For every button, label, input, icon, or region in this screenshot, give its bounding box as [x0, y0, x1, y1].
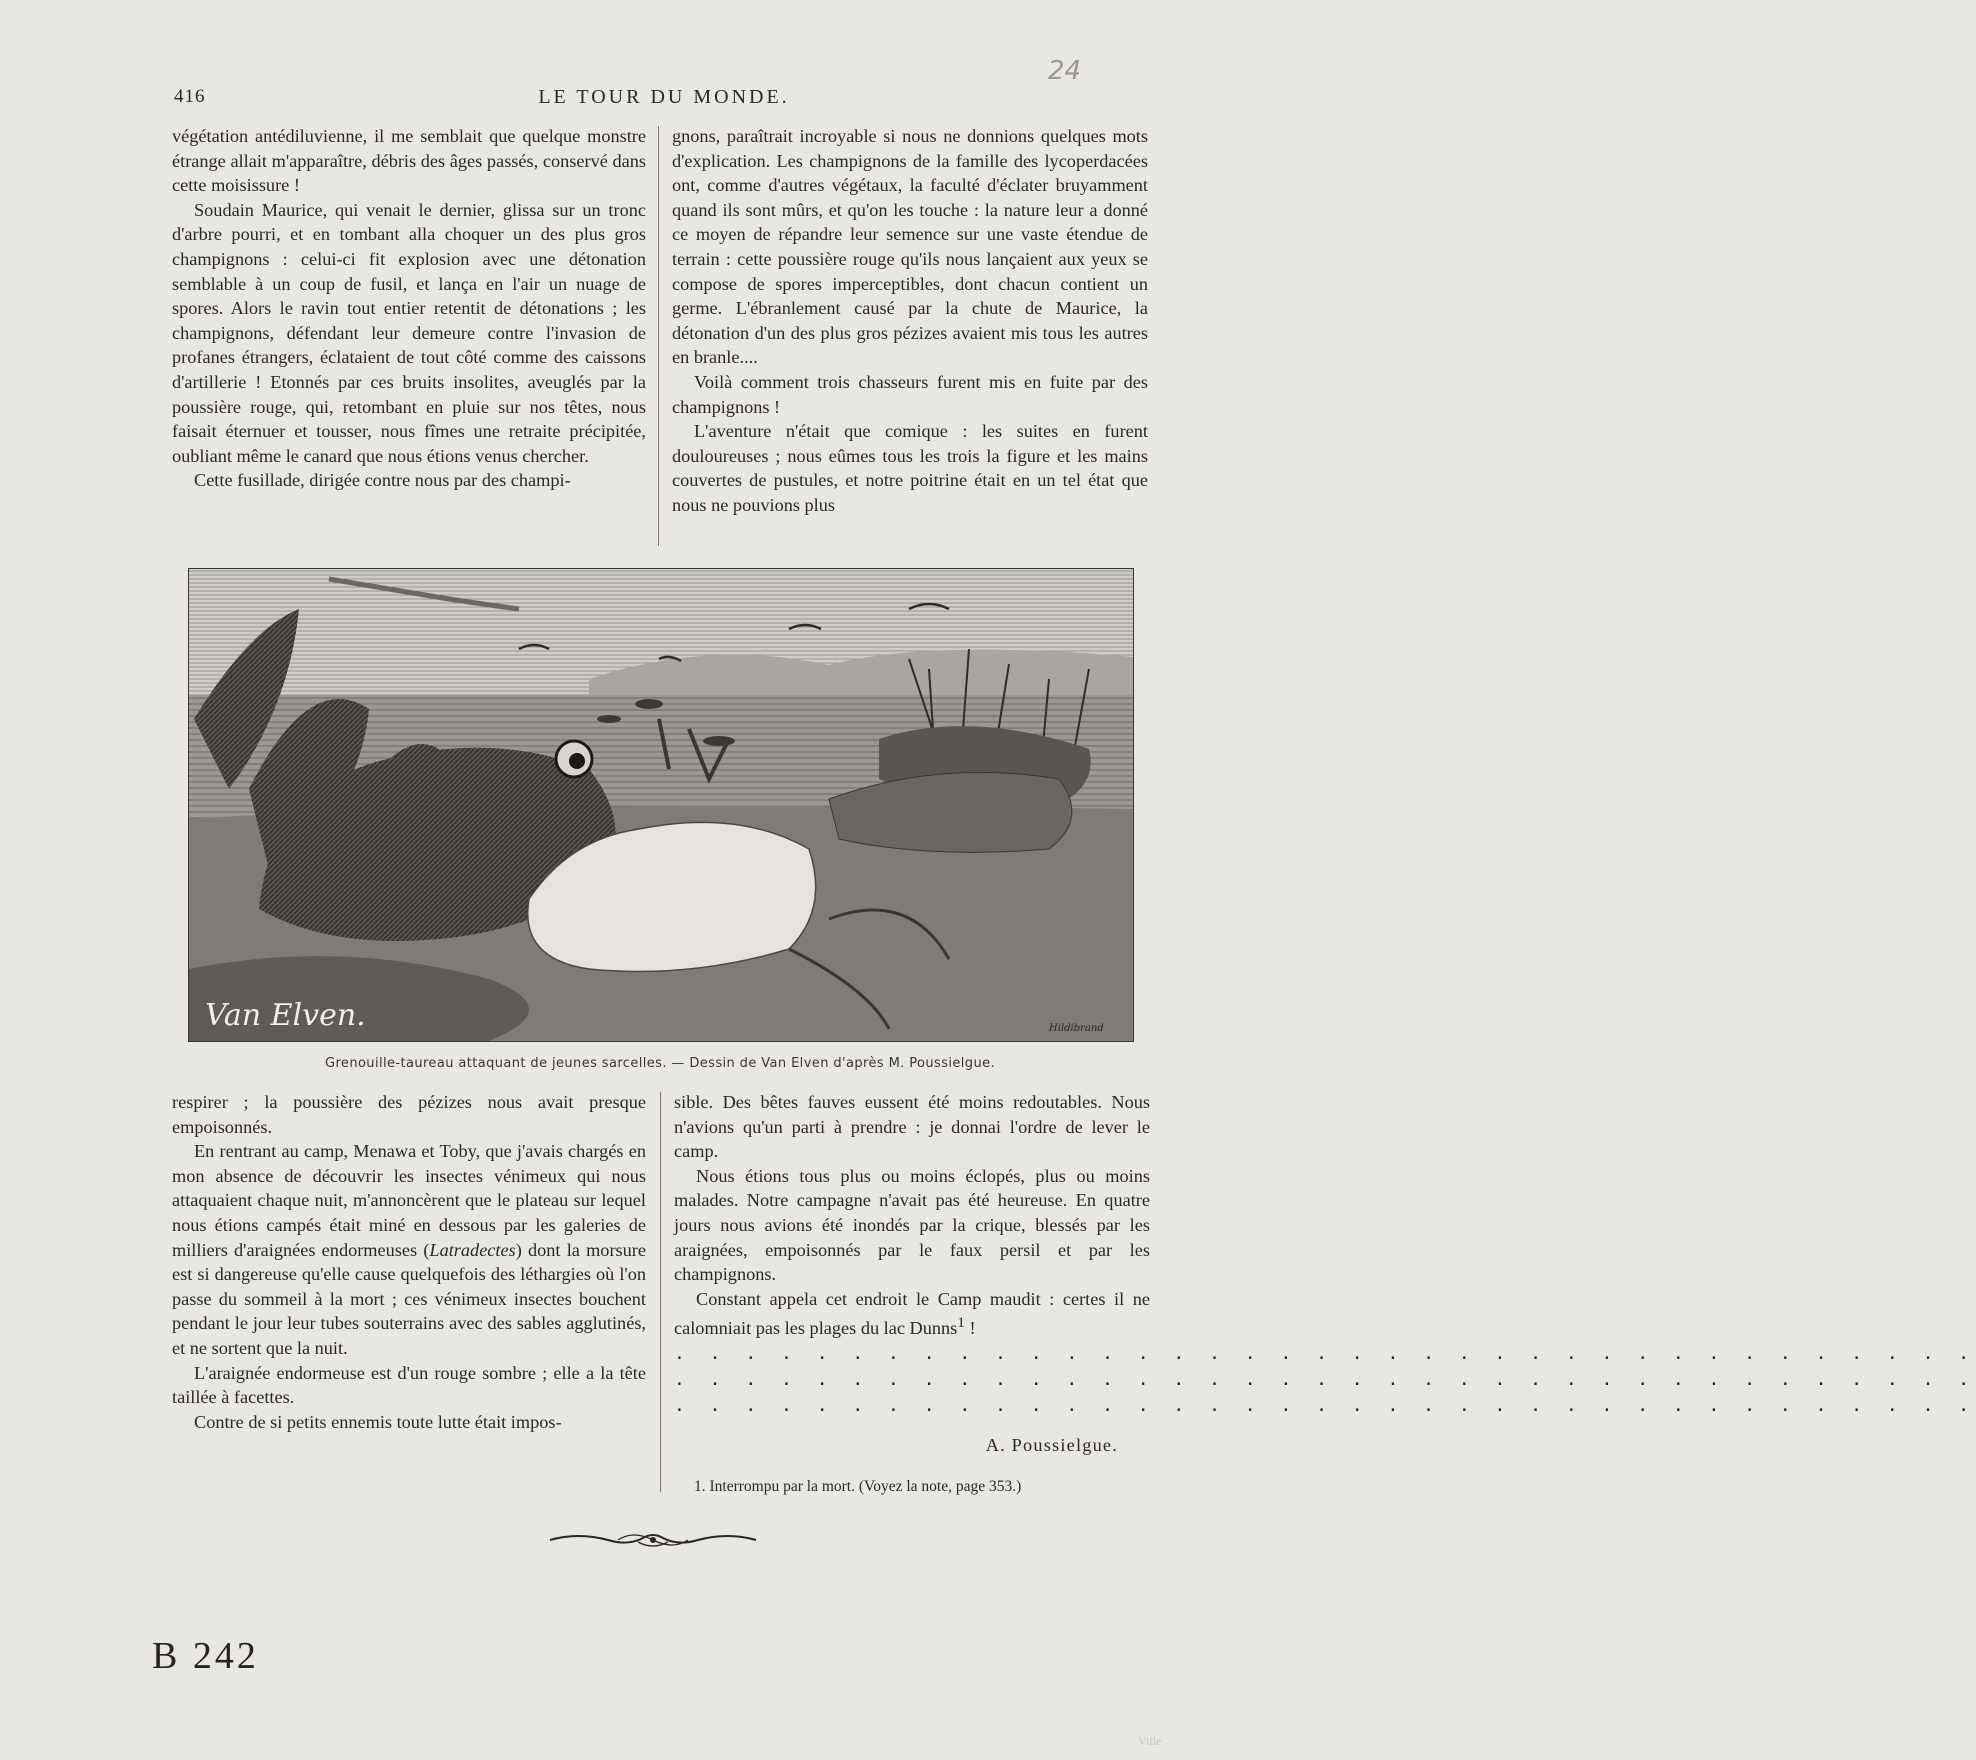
species-name: Latradectes	[429, 1239, 516, 1260]
paragraph: Cette fusillade, dirigée contre nous par des champi-	[194, 470, 571, 491]
paragraph-text: !	[964, 1318, 976, 1339]
shelf-mark: B 242	[152, 1635, 259, 1677]
running-title: LE TOUR DU MONDE.	[538, 86, 790, 108]
paragraph: Soudain Maurice, qui venait le dernier, glissa sur un tronc d'arbre pourri, et en tombant alla choquer un des plus gros champignons : celui-ci fit explosion avec une détonation semblable à un coup de fusil, et lança en l'air un nuage de spores. Alors le ravin tout entier retentit de détonations ; les champignons, défendant leur demeure contre l'invasion de profanes étrangers, éclataient de tout côté comme des caissons d'artillerie ! Etonnés par ces bruits insolites, aveuglés par la poussière rouge, qui, retombant en pluie sur nos têtes, nous faisait éternuer et tousser, nous fîmes une retraite précipitée, oubliant même le canard que nous étions venus chercher.	[172, 199, 646, 466]
ellipsis-line: . . . . . . . . . . . . . . . . . . . . . . . . . . . . . . . . . . . . .	[674, 1343, 1976, 1365]
text-column-top-left	[172, 124, 646, 493]
page-header	[174, 86, 1154, 116]
paragraph: L'aventure n'était que comique : les suites en furent douloureuses ; nous eûmes tous les trois la figure et les mains couvertes de pustules, et notre poitrine était en un tel état que nous ne pouvions plus	[672, 421, 1148, 515]
paragraph: gnons, paraîtrait incroyable si nous ne donnions quelques mots d'explication. Les champignons de la famille des lycoperdacées ont, comme d'autres végétaux, la faculté d'éclater bruyamment quand ils sont mûrs, et qu'on les touche : la nature leur a donné ce moyen de répandre leur semence sur une vaste étendue de terrain : cette poussière rouge qu'ils nous lançaient aux yeux se compose de spores imperceptibles, dont chacun contient un germe. L'ébranlement causé par la chute de Maurice, la détonation d'un des plus gros pézizes avaient mis tous les autres en branle....	[672, 126, 1148, 368]
figure-caption: Grenouille-taureau attaquant de jeunes sarcelles. — Dessin de Van Elven d'après M. Poussielgue.	[324, 1056, 996, 1071]
ellipsis-line: . . . . . . . . . . . . . . . . . . . . . . . . . . . . . . . . . . . . .	[674, 1369, 1976, 1391]
footnote-marker: 1	[957, 1314, 965, 1332]
paragraph: Nous étions tous plus ou moins éclopés, plus ou moins malades. Notre campagne n'avait pas été heureuse. En quatre jours nous avions été inondés par la crique, blessés par les araignées, empoisonnés par le faux persil et par les champignons.	[674, 1165, 1150, 1285]
paragraph-text: Constant appela cet endroit le Camp maudit : certes il ne calomniait pas les plages du lac Dunns	[674, 1288, 1150, 1339]
text-column-bottom-left	[172, 1090, 646, 1434]
faint-mark: Ville	[1138, 1734, 1162, 1748]
column-rule	[660, 1092, 661, 1492]
paragraph: Voilà comment trois chasseurs furent mis en fuite par des champignons !	[672, 371, 1148, 417]
artist-signature: Van Elven.	[205, 998, 366, 1033]
text-column-bottom-right	[674, 1090, 1976, 1498]
paragraph	[172, 1139, 646, 1360]
paragraph: respirer ; la poussière des pézizes nous avait presque empoisonnés.	[172, 1092, 646, 1137]
author-signature: A. Poussielgue.	[985, 1435, 1118, 1456]
text-column-top-right	[672, 124, 1148, 518]
footnote: 1. Interrompu par la mort. (Voyez la note, page 353.)	[694, 1477, 1022, 1495]
paragraph: L'araignée endormeuse est d'un rouge sombre ; elle a la tête taillée à facettes.	[172, 1362, 646, 1408]
engraving-illustration	[188, 568, 1134, 1042]
end-ornament	[548, 1528, 758, 1552]
paragraph: Contre de si petits ennemis toute lutte était impos-	[194, 1411, 562, 1432]
paragraph-text: En rentrant au camp, Menawa et Toby, que j'avais chargés en mon absence de découvrir les insectes vénimeux qui nous attaquaient chaque nuit, m'annoncèrent que le plateau sur lequel nous étions campés était miné en dessous par les galeries de milliers d'araignées endormeuses (	[172, 1141, 646, 1260]
ellipsis-line: . . . . . . . . . . . . . . . . . . . . . . . . . . . . . . . . . . . . .	[674, 1395, 1976, 1417]
paragraph: sible. Des bêtes fauves eussent été moins redoutables. Nous n'avions qu'un parti à prendre : je donnai l'ordre de lever le camp.	[674, 1092, 1150, 1162]
pencil-annotation: 24	[1048, 56, 1082, 86]
engraver-signature: Hildibrand	[1049, 1023, 1104, 1034]
paragraph-text: ) dont la morsure est si dangereuse qu'elle cause quelquefois des léthargies où l'on passe du sommeil à la mort ; ces vénimeux insectes bouchent pendant le jour leur tubes souterrains avec des sables agglutinés, et ne sortent que la nuit.	[172, 1239, 646, 1358]
paragraph	[674, 1287, 1150, 1341]
page-number: 416	[174, 86, 206, 107]
paragraph: végétation antédiluvienne, il me semblait que quelque monstre étrange allait m'apparaître, débris des âges passés, conservé dans cette moisissure !	[172, 126, 646, 196]
column-rule	[658, 126, 659, 546]
